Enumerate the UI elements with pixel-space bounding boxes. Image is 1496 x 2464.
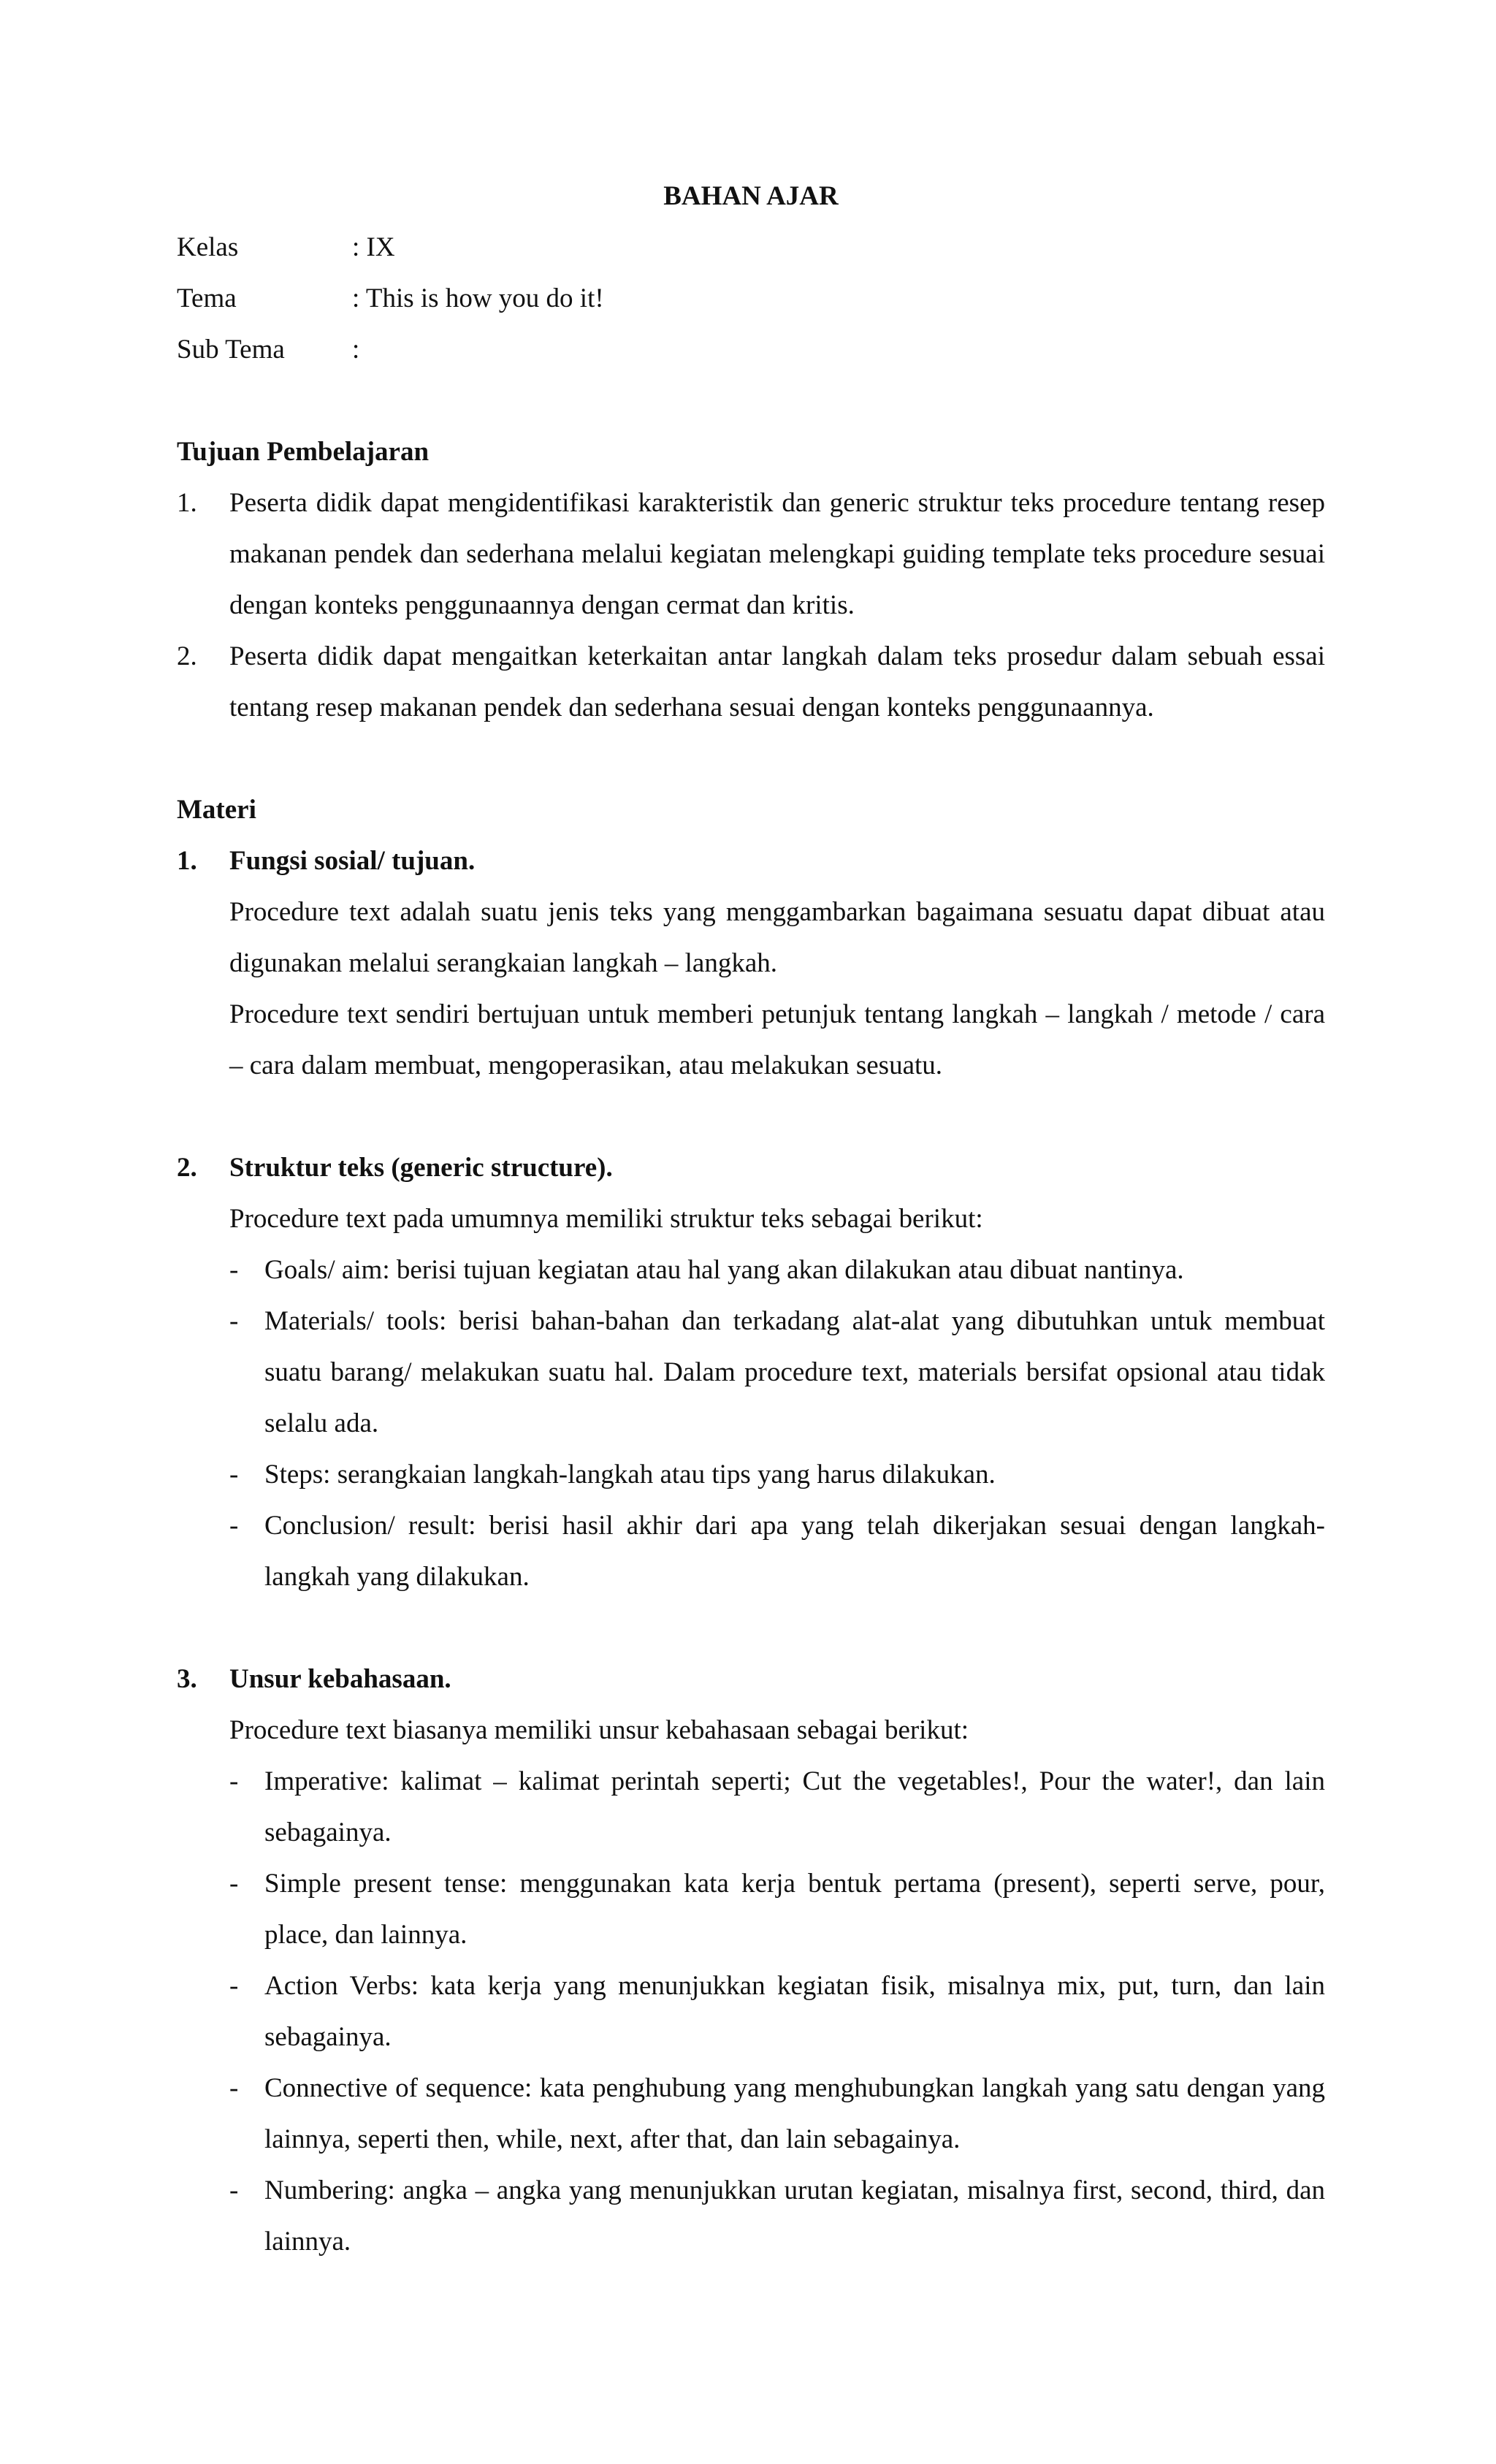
section-title: Struktur teks (generic structure). — [229, 1153, 613, 1183]
tujuan-item — [177, 478, 1325, 631]
section-paragraph: Procedure text sendiri bertujuan untuk memberi petunjuk tentang langkah – langkah / metode / cara – cara dalam membuat, mengoperasikan, atau melakukan sesuatu. — [229, 999, 1325, 1080]
item-number: 2. — [177, 641, 197, 671]
bullet-dash: - — [229, 1766, 239, 1796]
materi-section-heading — [177, 1143, 1325, 1194]
meta-row-sub-tema — [177, 324, 1325, 375]
list-item — [177, 1961, 1325, 2063]
bullet-text: Steps: serangkaian langkah-langkah atau tips yang harus dilakukan. — [264, 1460, 996, 1490]
section-body — [177, 1705, 1325, 1756]
bullet-text: Connective of sequence: kata penghubung yang menghubungkan langkah yang satu dengan yang lainnya, seperti then, while, next, after that, dan lain sebagainya. — [264, 2073, 1325, 2154]
document-title: BAHAN AJAR — [663, 181, 839, 211]
bullet-text: Conclusion/ result: berisi hasil akhir dari apa yang telah dikerjakan sesuai dengan langkah- langkah yang dilakukan. — [264, 1511, 1325, 1592]
item-number: 1. — [177, 488, 197, 518]
section-body — [177, 887, 1325, 1091]
document-page — [177, 171, 1325, 2267]
section-number: 3. — [177, 1664, 197, 1694]
bullet-text: Materials/ tools: berisi bahan-bahan dan terkadang alat-alat yang dibutuhkan untuk membuat suatu barang/ melakukan suatu hal. Dalam procedure text, materials bersifat opsional atau tidak selalu ada. — [264, 1306, 1325, 1438]
item-text: Peserta didik dapat mengidentifikasi karakteristik dan generic struktur teks procedure tentang resep makanan pendek dan sederhana melalui kegiatan melengkapi guiding template teks procedure sesuai dengan konteks penggunaannya dengan cermat dan kritis. — [229, 488, 1325, 620]
list-item — [177, 2063, 1325, 2165]
tujuan-item — [177, 631, 1325, 733]
materi-section-heading — [177, 836, 1325, 887]
list-item — [177, 1858, 1325, 1961]
list-item — [177, 1500, 1325, 1603]
meta-block — [177, 222, 1325, 375]
bullet-text: Goals/ aim: berisi tujuan kegiatan atau hal yang akan dilakukan atau dibuat nantinya. — [264, 1255, 1184, 1285]
section-body — [177, 1194, 1325, 1245]
materi-section-heading — [177, 1654, 1325, 1705]
meta-value: : IX — [352, 232, 395, 262]
section-paragraph: Procedure text pada umumnya memiliki struktur teks sebagai berikut: — [229, 1204, 983, 1234]
bullet-dash: - — [229, 1869, 239, 1899]
section-paragraph: Procedure text biasanya memiliki unsur kebahasaan sebagai berikut: — [229, 1715, 969, 1745]
meta-label: Kelas — [177, 232, 239, 262]
list-item — [177, 1756, 1325, 1858]
section-title: Unsur kebahasaan. — [229, 1664, 451, 1694]
bullet-dash: - — [229, 1460, 239, 1490]
meta-label: Sub Tema — [177, 335, 285, 365]
section-number: 1. — [177, 846, 197, 876]
bullet-dash: - — [229, 1306, 239, 1336]
bullet-dash: - — [229, 2073, 239, 2103]
bullet-dash: - — [229, 1971, 239, 2001]
meta-label: Tema — [177, 283, 237, 313]
bullet-text: Imperative: kalimat – kalimat perintah seperti; Cut the vegetables!, Pour the water!, dan lain sebagainya. — [264, 1766, 1325, 1847]
section-number: 2. — [177, 1153, 197, 1183]
meta-row-tema — [177, 273, 1325, 324]
bullet-text: Numbering: angka – angka yang menunjukkan urutan kegiatan, misalnya first, second, third, dan lainnya. — [264, 2175, 1325, 2257]
materi-sections — [177, 836, 1325, 2267]
bullet-dash: - — [229, 2175, 239, 2205]
tujuan-list — [177, 478, 1325, 733]
bullet-list — [177, 1245, 1325, 1603]
materi-section-struktur-teks — [177, 1143, 1325, 1603]
meta-value: : This is how you do it! — [352, 283, 604, 313]
bullet-dash: - — [229, 1511, 239, 1541]
list-item — [177, 1245, 1325, 1296]
section-paragraph: Procedure text adalah suatu jenis teks yang menggambarkan bagaimana sesuatu dapat dibuat atau digunakan melalui serangkaian langkah – langkah. — [229, 897, 1325, 978]
bullet-text: Simple present tense: menggunakan kata kerja bentuk pertama (present), seperti serve, pour, place, dan lainnya. — [264, 1869, 1325, 1950]
materi-heading: Materi — [177, 795, 256, 825]
meta-row-kelas — [177, 222, 1325, 273]
list-item — [177, 2165, 1325, 2267]
section-title: Fungsi sosial/ tujuan. — [229, 846, 476, 876]
materi-section-fungsi-sosial — [177, 836, 1325, 1091]
bullet-text: Action Verbs: kata kerja yang menunjukkan kegiatan fisik, misalnya mix, put, turn, dan lain sebagainya. — [264, 1971, 1325, 2052]
bullet-dash: - — [229, 1255, 239, 1285]
bullet-list — [177, 1756, 1325, 2267]
meta-value: : — [352, 335, 360, 365]
list-item — [177, 1296, 1325, 1449]
materi-section-unsur-kebahasaan — [177, 1654, 1325, 2267]
item-text: Peserta didik dapat mengaitkan keterkaitan antar langkah dalam teks prosedur dalam sebuah essai tentang resep makanan pendek dan sederhana sesuai dengan konteks penggunaannya. — [229, 641, 1325, 722]
list-item — [177, 1449, 1325, 1500]
tujuan-heading: Tujuan Pembelajaran — [177, 437, 430, 467]
